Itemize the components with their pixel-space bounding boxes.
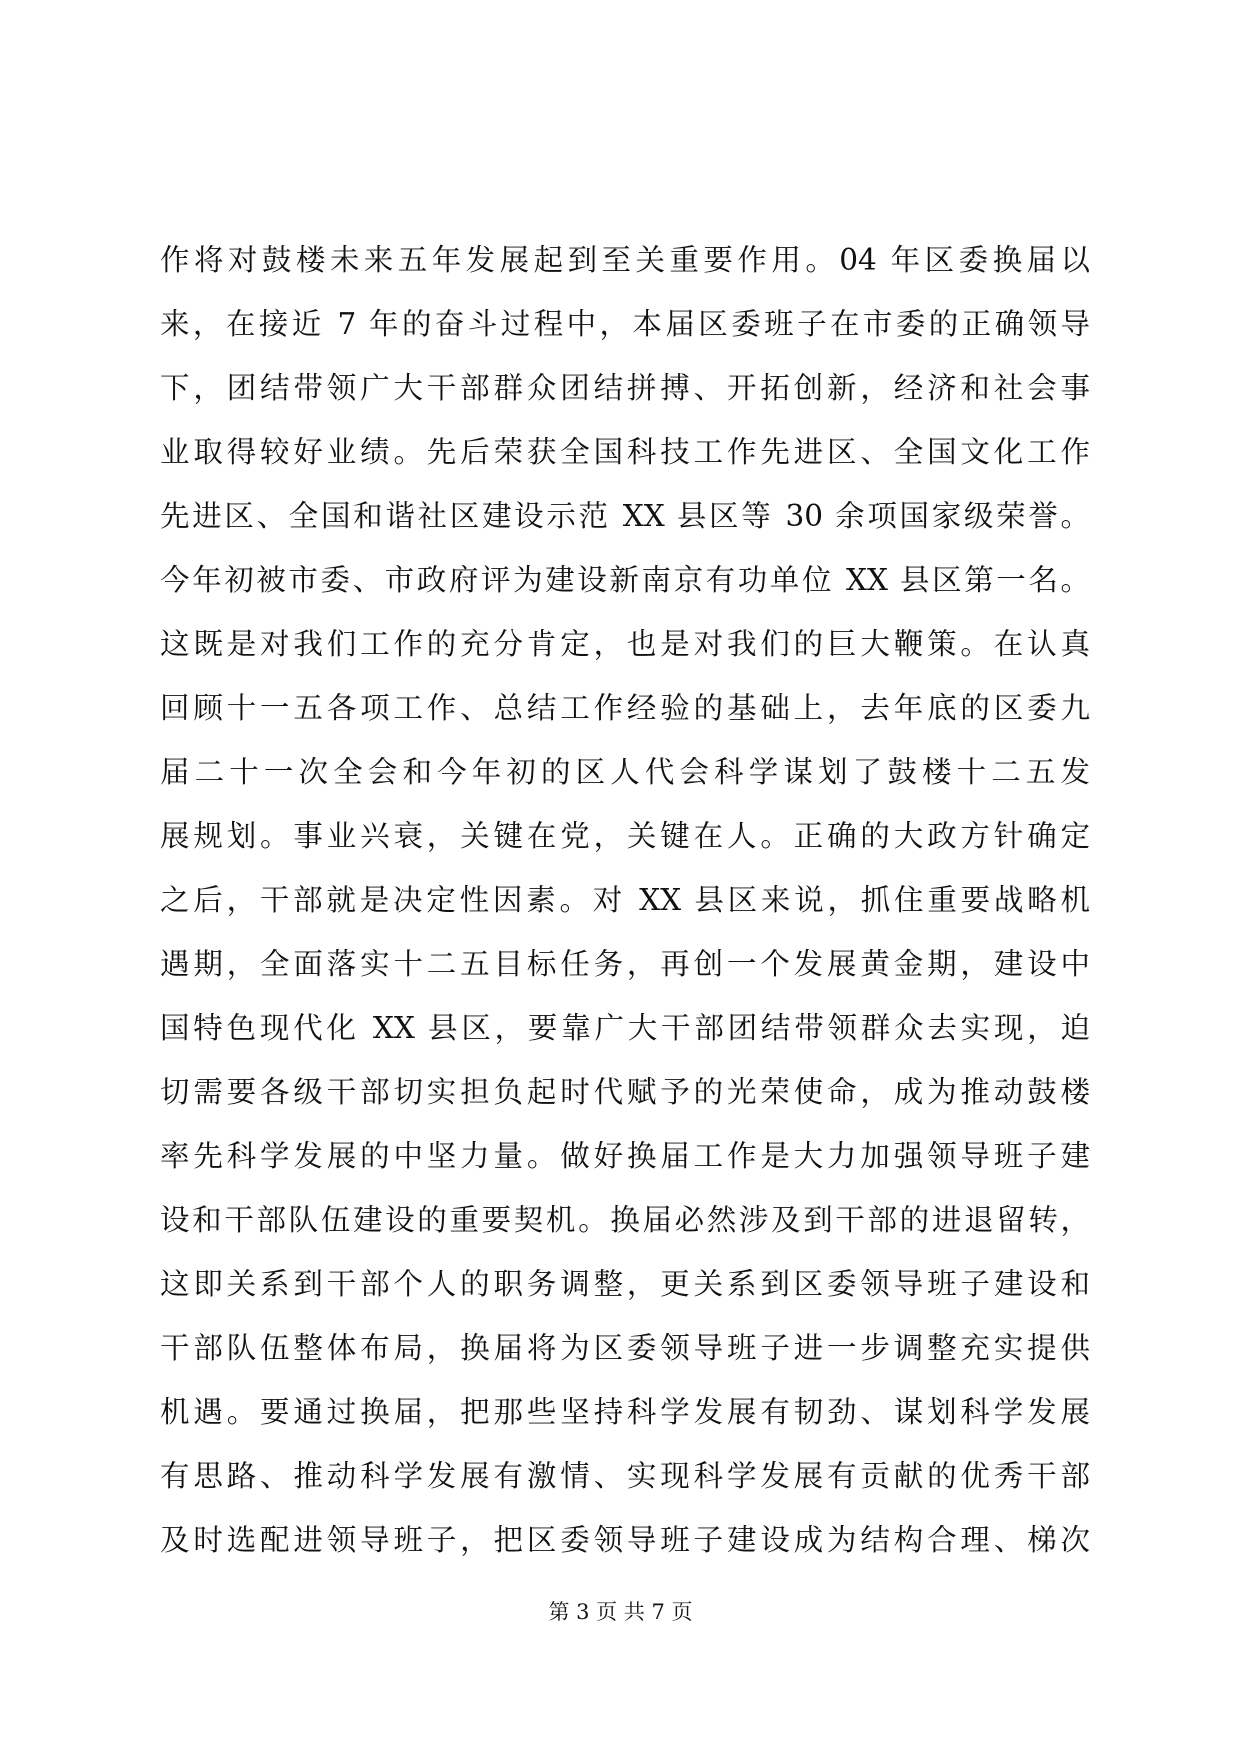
- text-line: 业取得较好业绩。先后荣获全国科技工作先进区、全国文化工作: [160, 435, 1090, 469]
- text-line: 及时选配进领导班子，把区委领导班子建设成为结构合理、梯次: [160, 1523, 1090, 1557]
- text-line: 之后，干部就是决定性因素。对 XX 县区来说，抓住重要战略机: [160, 883, 1090, 917]
- text-line: 干部队伍整体布局，换届将为区委领导班子进一步调整充实提供: [160, 1331, 1090, 1365]
- text-line: 届二十一次全会和今年初的区人代会科学谋划了鼓楼十二五发: [160, 755, 1090, 789]
- text-line: 遇期，全面落实十二五目标任务，再创一个发展黄金期，建设中: [160, 947, 1090, 981]
- text-line: 今年初被市委、市政府评为建设新南京有功单位 XX 县区第一名。: [160, 563, 1090, 597]
- text-line: 展规划。事业兴衰，关键在党，关键在人。正确的大政方针确定: [160, 819, 1090, 853]
- text-line: 率先科学发展的中坚力量。做好换届工作是大力加强领导班子建: [160, 1139, 1090, 1173]
- text-line: 回顾十一五各项工作、总结工作经验的基础上，去年底的区委九: [160, 691, 1090, 725]
- text-line: 有思路、推动科学发展有激情、实现科学发展有贡献的优秀干部: [160, 1459, 1090, 1493]
- page-footer: 第 3 页 共 7 页: [548, 1600, 693, 1624]
- text-line: 这即关系到干部个人的职务调整，更关系到区委领导班子建设和: [160, 1267, 1090, 1301]
- text-line: 作将对鼓楼未来五年发展起到至关重要作用。04 年区委换届以: [160, 243, 1090, 277]
- text-line: 先进区、全国和谐社区建设示范 XX 县区等 30 余项国家级荣誉。: [160, 499, 1090, 533]
- text-line: 下，团结带领广大干部群众团结拼搏、开拓创新，经济和社会事: [160, 371, 1090, 405]
- text-line: 这既是对我们工作的充分肯定，也是对我们的巨大鞭策。在认真: [160, 627, 1090, 661]
- text-line: 机遇。要通过换届，把那些坚持科学发展有韧劲、谋划科学发展: [160, 1395, 1090, 1429]
- text-line: 来，在接近 7 年的奋斗过程中，本届区委班子在市委的正确领导: [160, 307, 1090, 341]
- body-text: [160, 228, 1090, 1572]
- text-line: 设和干部队伍建设的重要契机。换届必然涉及到干部的进退留转，: [160, 1203, 1090, 1237]
- text-line: 切需要各级干部切实担负起时代赋予的光荣使命，成为推动鼓楼: [160, 1075, 1090, 1109]
- text-line: 国特色现代化 XX 县区，要靠广大干部团结带领群众去实现，迫: [160, 1011, 1090, 1045]
